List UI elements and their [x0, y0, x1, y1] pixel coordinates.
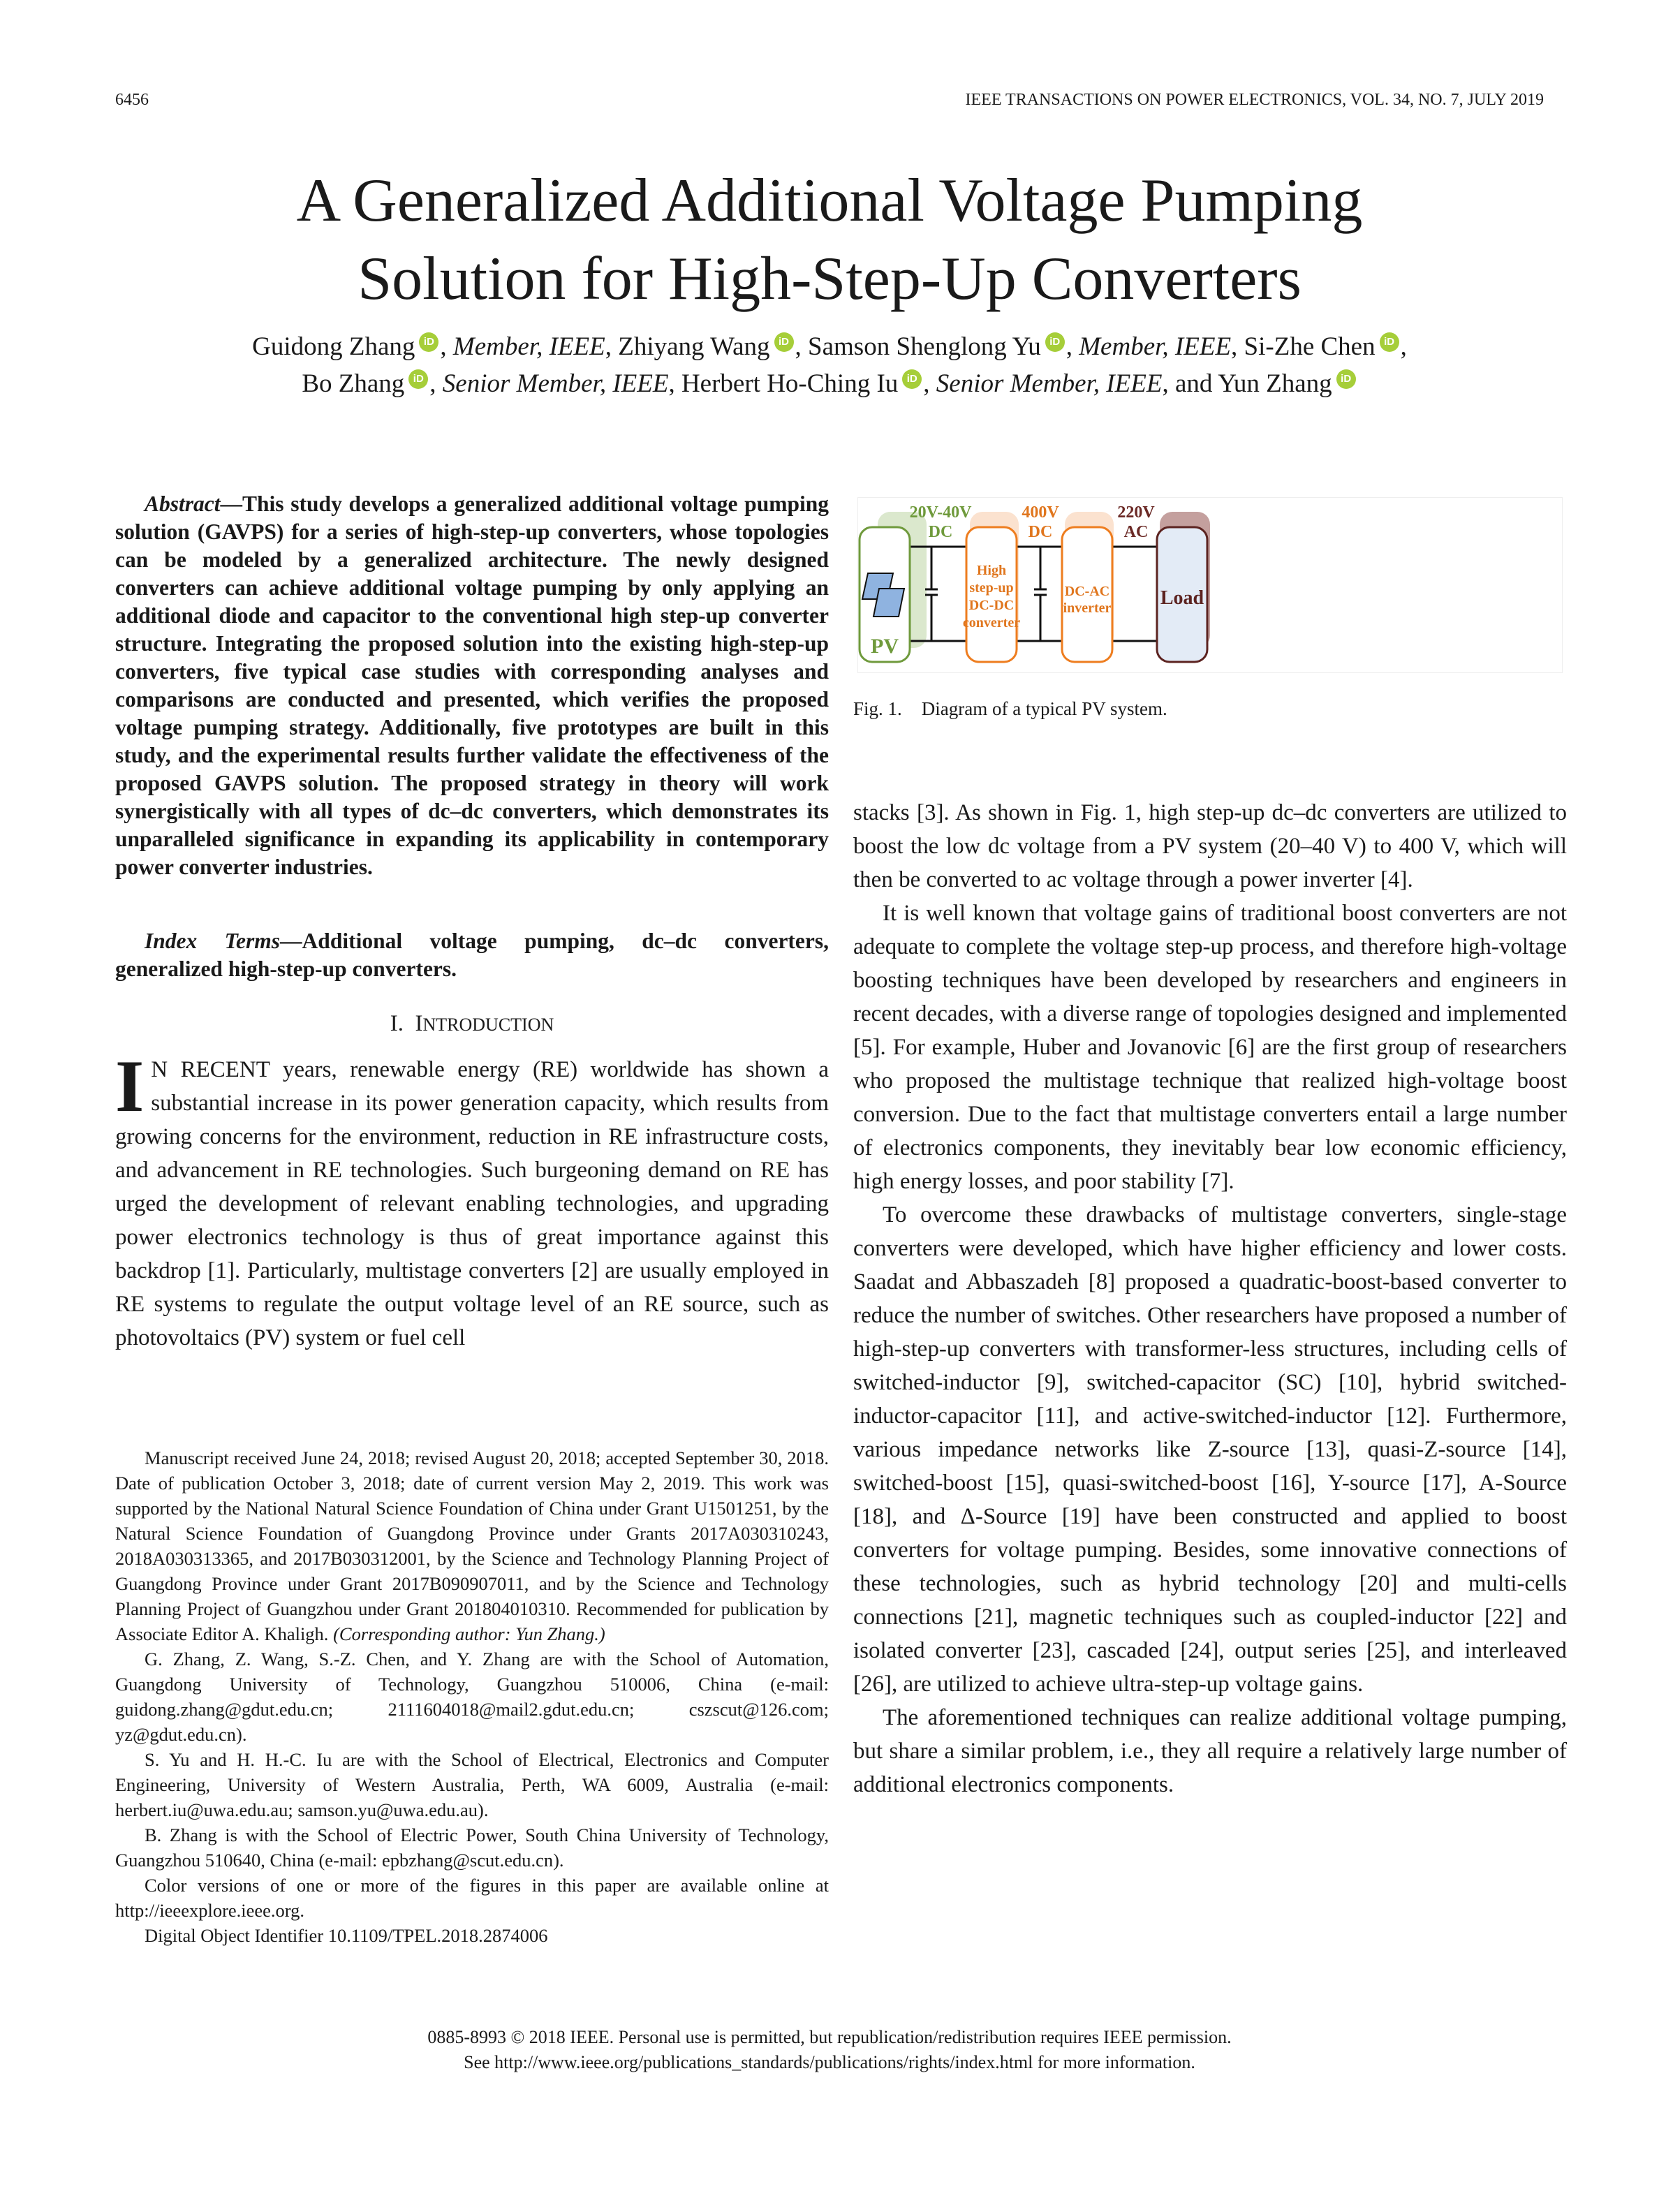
orcid-icon[interactable]: iD — [1045, 332, 1065, 352]
footnote-manuscript: Manuscript received June 24, 2018; revised August 20, 2018; accepted September 30, 2018. Date of publication October 3, 2018; date of current version May 2, 2019. This work was supported by the National Natural Science Foundation of China under Grant U1501251, by the Natural Science Foundation of Guangdong Province under Grants 2017A030310243, 2018A030313365, and 2017B030312001, by the Science and Technology Planning Project of Guangdong Province under Grant 2017B090907011, and by the Science and Technology Planning Project of Guangzhou under Grant 201804010310. Recommended for publication by Associate Editor A. Khaligh. — [115, 1447, 829, 1644]
copyright-line-1: 0885-8993 © 2018 IEEE. Personal use is permitted, but republication/redistribution requires IEEE permission. — [427, 2027, 1232, 2047]
author-name: Bo Zhang — [302, 369, 405, 398]
footnote-affiliation-1: G. Zhang, Z. Wang, S.-Z. Chen, and Y. Zhang are with the School of Automation, Guangdong University of Technology, Guangzhou 510006, China (e-mail: guidong.zhang@gdut.edu.cn; 2111604018@mail2.gdut.edu.cn; cszscut@126.com; yz@gdut.edu.cn). — [115, 1649, 829, 1745]
copyright-line-2: See http://www.ieee.org/publications_standards/publications/rights/index.html for more information. — [464, 2052, 1195, 2072]
figure-caption-text: Diagram of a typical PV system. — [921, 698, 1167, 719]
svg-text:DC-DC: DC-DC — [968, 598, 1015, 613]
author-role: Member, IEEE — [452, 332, 605, 361]
drop-cap: I — [115, 1045, 145, 1127]
author-name: Zhiyang Wang — [618, 332, 770, 361]
footnote-affiliation-2: S. Yu and H. H.-C. Iu are with the School of Electrical, Electronics and Computer Engineering, University of Western Australia, Perth, WA 6009, Australia (e-mail: herbert.iu@uwa.edu.au; samson.yu@uwa.edu.au). — [115, 1749, 829, 1820]
author-line-2: Bo Zhang iD , Senior Member, IEEE, Herbert Ho-Ching Iu iD , Senior Member, IEEE, and Yun Zhang iD — [105, 365, 1554, 402]
orcid-icon[interactable]: iD — [1336, 369, 1356, 389]
author-name: Yun Zhang — [1218, 369, 1332, 398]
author-role: Senior Member, IEEE — [936, 369, 1163, 398]
svg-text:20V-40V: 20V-40V — [909, 503, 972, 522]
section-heading-introduction: I. INTRODUCTION — [390, 1011, 554, 1036]
footnote-doi: Digital Object Identifier 10.1109/TPEL.2018.2874006 — [145, 1925, 548, 1946]
svg-text:220V: 220V — [1117, 503, 1155, 522]
author-name: Si-Zhe Chen — [1244, 332, 1376, 361]
author-role: Member, IEEE — [1079, 332, 1232, 361]
intro-text: years, renewable energy (RE) worldwide has shown a substantial increase in its power generation capacity, which results from growing concerns for the environment, reduction in RE infrastructure costs, and advancement in RE technologies. Such burgeoning demand on RE has urged the development of relevant enabling technologies, and upgrading power electronics technology is thus of great importance against this backdrop [1]. Particularly, multistage converters [2] are usually employed in RE systems to regulate the output voltage level of an RE source, such as photovoltaics (PV) system or fuel cell — [115, 1057, 830, 1350]
abstract-text: This study develops a generalized additional voltage pumping solution (GAVPS) for a series of high-step-up converters, whose topologies can be modeled by a generalized architecture. The newly designed converters can achieve additional voltage pumping by only applying an additional diode and capacitor to the conventional high step-up converter structure. Integrating the proposed solution into the existing high-step-up converters, five typical case studies with corresponding analyses and comparisons are conducted and presented, which verifies the proposed voltage pumping strategy. Additionally, five prototypes are built in this study, and the experimental results further validate the effectiveness of the proposed GAVPS solution. The proposed strategy in theory will work synergistically with all types of dc–dc converters, which demonstrates its unparalleled significance in expanding its applicability in contemporary power converter industries. — [115, 492, 829, 879]
right-column-body — [853, 796, 1567, 1801]
copyright-notice — [0, 2025, 1659, 2075]
figure-1-caption — [853, 698, 1167, 720]
page-number: 6456 — [115, 91, 149, 109]
paragraph: It is well known that voltage gains of traditional boost converters are not adequate to complete the voltage step-up process, and therefore high-voltage boosting techniques have been developed by researchers and engineers in recent decades, with a diverse range of topologies designed and implemented [5]. For example, Huber and Jovanovic [6] are the first group of researchers who proposed the multistage technique that realized high-voltage boost conversion. Due to the fact that multistage converters entail a large number of electronics components, they inevitably bear low economic efficiency, high energy losses, and poor stability [7]. — [853, 901, 1567, 1194]
svg-text:DC-AC: DC-AC — [1064, 584, 1110, 599]
paragraph: To overcome these drawbacks of multistage converters, single-stage converters were developed, which have higher efficiency and lower costs. Saadat and Abbaszadeh [8] proposed a quadratic-boost-based converter to reduce the number of switches. Other researchers have proposed a number of high-step-up converters with transformer-less structures, including cells of switched-inductor [9], switched-capacitor (SC) [10], hybrid switched-inductor-capacitor [11], and active-switched-inductor [12]. Furthermore, various impedance networks like Z-source [13], quasi-Z-source [14], switched-boost [15], quasi-switched-boost [16], Y-source [17], A-Source [18], and Δ-Source [19] have been constructed and applied to boost converters for voltage pumping. Besides, some innovative connections of these technologies, such as hybrid technology [20] and multi-cells connections [21], magnetic techniques such as coupled-inductor [22] and isolated converter [23], cascaded [24], output series [25], and interleaved [26], are utilized to achieve ultra-step-up voltage gains. — [853, 1202, 1567, 1697]
abstract: Abstract—This study develops a generalized additional voltage pumping solution (GAVPS) for a series of high-step-up converters, whose topologies can be modeled by a generalized architecture. The newly designed converters can achieve additional voltage pumping by only applying an additional diode and capacitor to the conventional high step-up converter structure. Integrating the proposed solution into the existing high-step-up converters, five typical case studies with corresponding analyses and comparisons are conducted and presented, which verifies the proposed voltage pumping strategy. Additionally, five prototypes are built in this study, and the experimental results further validate the effectiveness of the proposed GAVPS solution. The proposed strategy in theory will work synergistically with all types of dc–dc converters, which demonstrates its unparalleled significance in expanding its applicability in contemporary power converter industries. — [115, 492, 829, 879]
intro-lead: N RECENT — [151, 1057, 270, 1082]
title-line-2: Solution for High-Step-Up Converters — [357, 245, 1302, 313]
paragraph: The aforementioned techniques can realize additional voltage pumping, but share a similar problem, i.e., they all require a relatively large number of additional electronics components. — [853, 1705, 1567, 1797]
running-header — [115, 91, 1544, 110]
orcid-icon[interactable]: iD — [774, 332, 794, 352]
svg-text:DC: DC — [1028, 523, 1053, 541]
author-line-1: Guidong Zhang iD , Member, IEEE, Zhiyang Wang iD , Samson Shenglong Yu iD , Member, IEEE, Si-Zhe Chen iD , — [252, 332, 1407, 361]
author-role: Senior Member, IEEE — [442, 369, 669, 398]
orcid-icon[interactable]: iD — [419, 332, 438, 352]
author-name: Samson Shenglong Yu — [808, 332, 1041, 361]
load-label: Load — [1160, 587, 1204, 609]
svg-text:400V: 400V — [1022, 503, 1059, 522]
title-line-1: A Generalized Additional Voltage Pumping — [296, 167, 1363, 235]
footnote — [115, 1445, 829, 1948]
journal-name: IEEE TRANSACTIONS ON POWER ELECTRONICS, VOL. 34, NO. 7, JULY 2019 — [965, 91, 1544, 109]
author-name: Herbert Ho-Ching Iu — [681, 369, 899, 398]
svg-text:step-up: step-up — [969, 580, 1014, 596]
svg-text:AC: AC — [1123, 523, 1149, 541]
introduction-body — [115, 1045, 830, 1355]
index-terms: Index Terms—Additional voltage pumping, dc–dc converters, generalized high-step-up converters. — [115, 929, 830, 981]
svg-text:inverter: inverter — [1063, 600, 1112, 616]
svg-text:DC: DC — [928, 523, 953, 541]
svg-text:converter: converter — [962, 615, 1021, 631]
paragraph: stacks [3]. As shown in Fig. 1, high step-up dc–dc converters are utilized to boost the low dc voltage from a PV system (20–40 V) to 400 V, which will then be converted to ac voltage through a power inverter [4]. — [853, 800, 1567, 892]
svg-text:High: High — [976, 563, 1007, 578]
index-terms-label: Index Terms — [145, 929, 281, 953]
pv-label: PV — [871, 635, 899, 658]
figure-1-pv-system-diagram — [857, 497, 1563, 673]
figure-label: Fig. 1. — [853, 698, 902, 719]
footnote-color-note: Color versions of one or more of the figures in this paper are available online at http://ieeexplore.ieee.org. — [115, 1875, 829, 1921]
abstract-label: Abstract — [145, 492, 221, 516]
author-name: Guidong Zhang — [252, 332, 415, 361]
footnote-affiliation-3: B. Zhang is with the School of Electric Power, South China University of Technology, Guangzhou 510640, China (e-mail: epbzhang@scut.edu.cn). — [115, 1824, 829, 1871]
orcid-icon[interactable]: iD — [902, 369, 922, 389]
orcid-icon[interactable]: iD — [1380, 332, 1399, 352]
orcid-icon[interactable]: iD — [408, 369, 428, 389]
author-list — [105, 328, 1554, 402]
paper-title — [0, 162, 1659, 318]
index-terms-text: Additional voltage pumping, dc–dc converters, generalized high-step-up converters. — [115, 929, 830, 981]
corresponding-author: (Corresponding author: Yun Zhang.) — [328, 1623, 605, 1644]
